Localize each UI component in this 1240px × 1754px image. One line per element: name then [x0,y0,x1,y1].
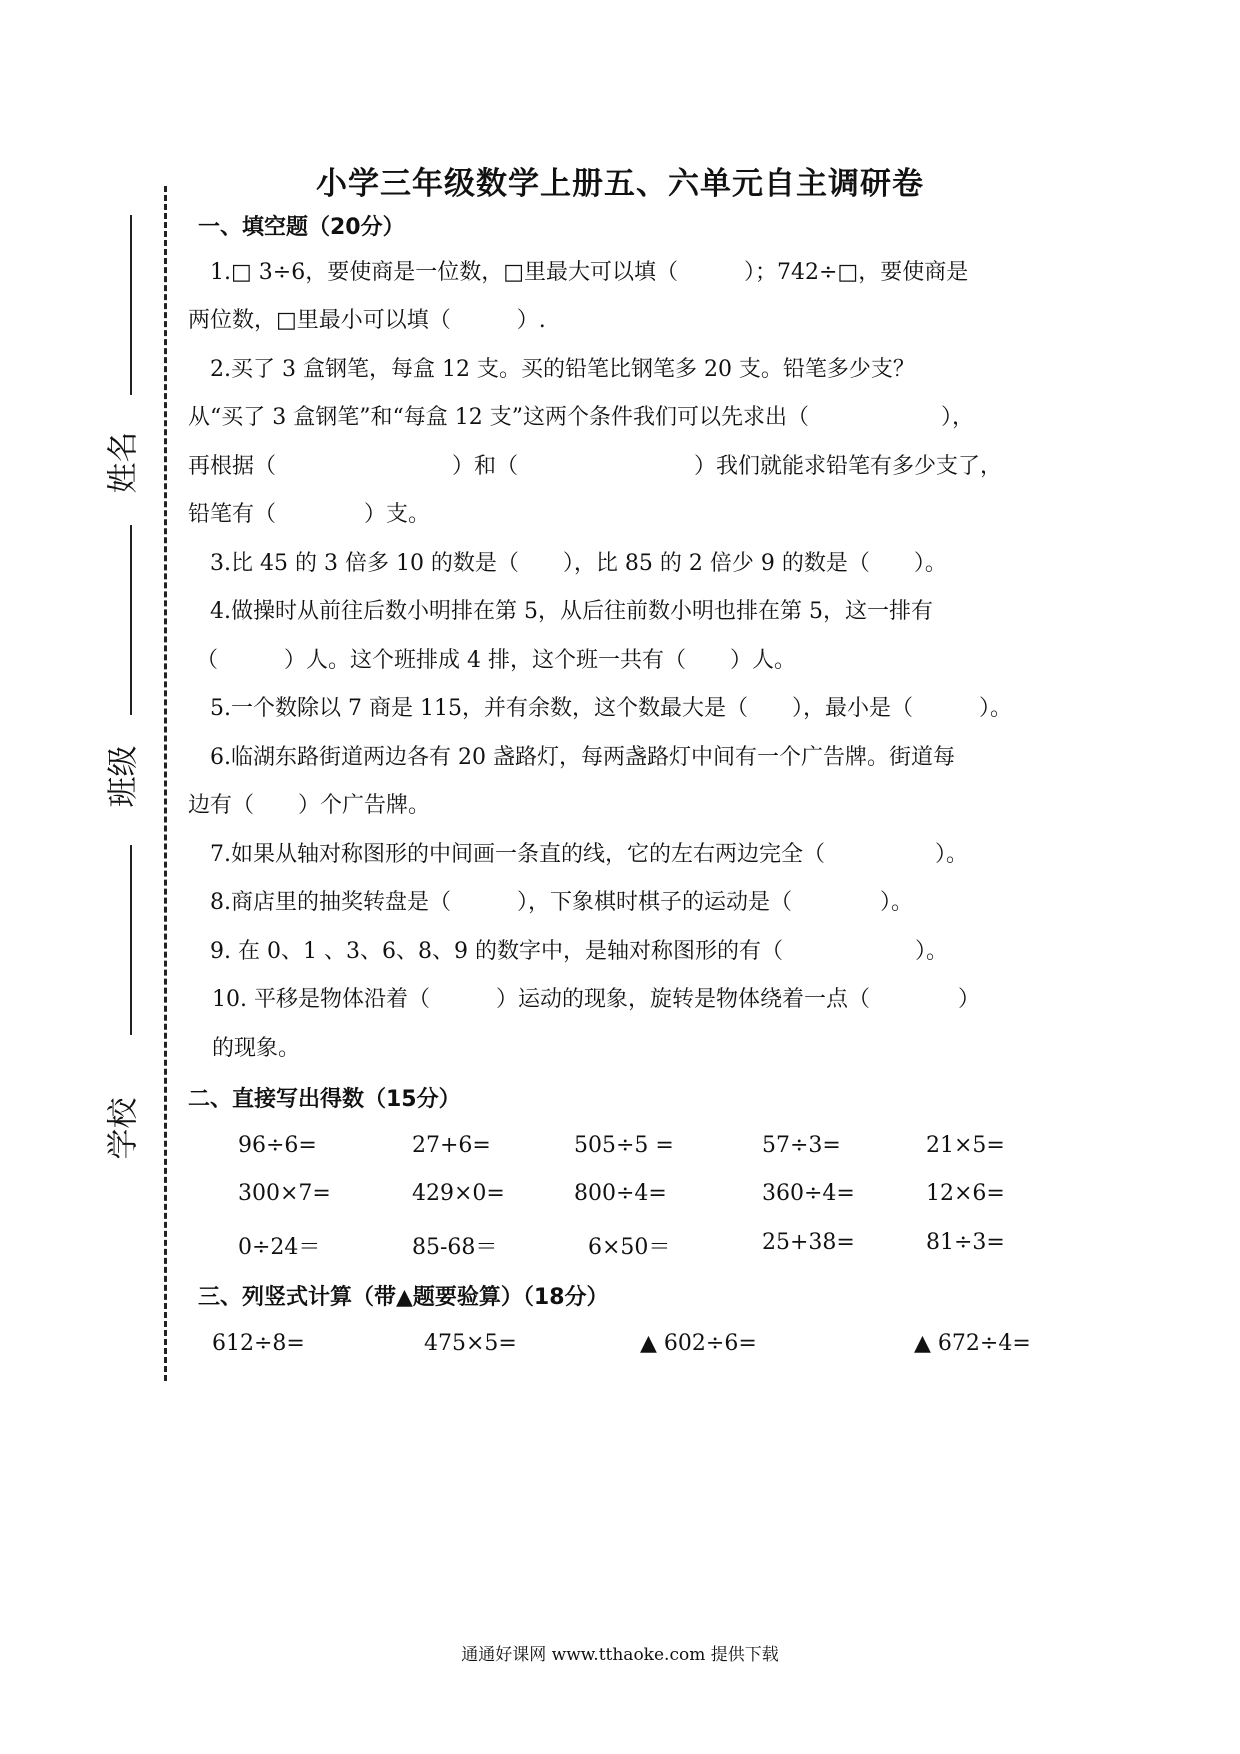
q5-line: 5.一个数除以 7 商是 115，并有余数，这个数最大是（ ），最小是（ ）。 [210,696,1012,721]
school-write-line [130,845,132,1035]
binding-dashed-line [164,186,167,1381]
calc-r2c5: 12×6= [926,1181,1005,1206]
q10-line2: 的现象。 [212,1036,301,1061]
q9-line: 9. 在 0、1 、3、6、8、9 的数字中，是轴对称图形的有（ ）。 [210,939,948,964]
calc-r2c4: 360÷4= [762,1181,855,1206]
q2-line2: 从“买了 3 盒钢笔”和“每盒 12 支”这两个条件我们可以先求出（ ）， [188,405,974,430]
vertical-calc-2: 475×5= [424,1331,517,1356]
section3-heading: 三、列竖式计算（带▲题要验算）（18分） [198,1285,609,1310]
vertical-calc-4: ▲ 672÷4= [914,1331,1031,1356]
class-label: 班级 [105,745,142,808]
name-label: 姓名 [105,431,142,494]
class-write-line [130,525,132,715]
calc-r1c4: 57÷3= [762,1133,841,1158]
calc-r3c4: 25+38= [762,1230,855,1255]
page-title: 小学三年级数学上册五、六单元自主调研卷 [316,166,924,202]
q2-line3: 再根据（ ）和（ ）我们就能求铅笔有多少支了， [188,454,1003,479]
section2-heading: 二、直接写出得数（15分） [188,1087,461,1112]
calc-r1c1: 96÷6= [238,1133,317,1158]
q6-line2: 边有（ ）个广告牌。 [188,793,431,818]
vertical-calc-1: 612÷8= [212,1331,305,1356]
calc-r3c2: 85-68＝ [412,1235,498,1260]
school-label: 学校 [105,1097,142,1160]
q1-line1: 1.□ 3÷6，要使商是一位数，□里最大可以填（ ）；742÷□，要使商是 [210,260,969,285]
q2-line1: 2.买了 3 盒钢笔，每盒 12 支。买的铅笔比钢笔多 20 支。铅笔多少支？ [210,357,915,382]
calc-r2c2: 429×0= [412,1181,505,1206]
calc-r3c5: 81÷3= [926,1230,1005,1255]
q6-line1: 6.临湖东路街道两边各有 20 盏路灯，每两盏路灯中间有一个广告牌。街道每 [210,745,955,770]
name-write-line [130,215,132,395]
calc-r1c5: 21×5= [926,1133,1005,1158]
q10-line1: 10. 平移是物体沿着（ ）运动的现象，旋转是物体绕着一点（ ） [212,987,980,1012]
section1-heading: 一、填空题（20分） [198,215,405,240]
footer-credit: 通通好课网 www.tthaoke.com 提供下载 [461,1645,779,1665]
q4-line1: 4.做操时从前往后数小明排在第 5，从后往前数小明也排在第 5，这一排有 [210,599,933,624]
q7-line: 7.如果从轴对称图形的中间画一条直的线，它的左右两边完全（ ）。 [210,842,968,867]
calc-r3c1: 0÷24＝ [238,1235,321,1260]
q3-line: 3.比 45 的 3 倍多 10 的数是（ ），比 85 的 2 倍少 9 的数是（ ）。 [210,551,947,576]
q8-line: 8.商店里的抽奖转盘是（ ），下象棋时棋子的运动是（ ）。 [210,890,913,915]
calc-r2c3: 800÷4= [574,1181,667,1206]
calc-r1c3: 505÷5 = [574,1133,674,1158]
q1-line2: 两位数，□里最小可以填（ ）. [188,308,546,333]
calc-r1c2: 27+6= [412,1133,491,1158]
vertical-calc-3: ▲ 602÷6= [640,1331,757,1356]
calc-r2c1: 300×7= [238,1181,331,1206]
calc-r3c3: 6×50＝ [588,1235,671,1260]
q2-line4: 铅笔有（ ）支。 [188,502,431,527]
q4-line2: （ ）人。这个班排成 4 排，这个班一共有（ ）人。 [196,648,796,673]
